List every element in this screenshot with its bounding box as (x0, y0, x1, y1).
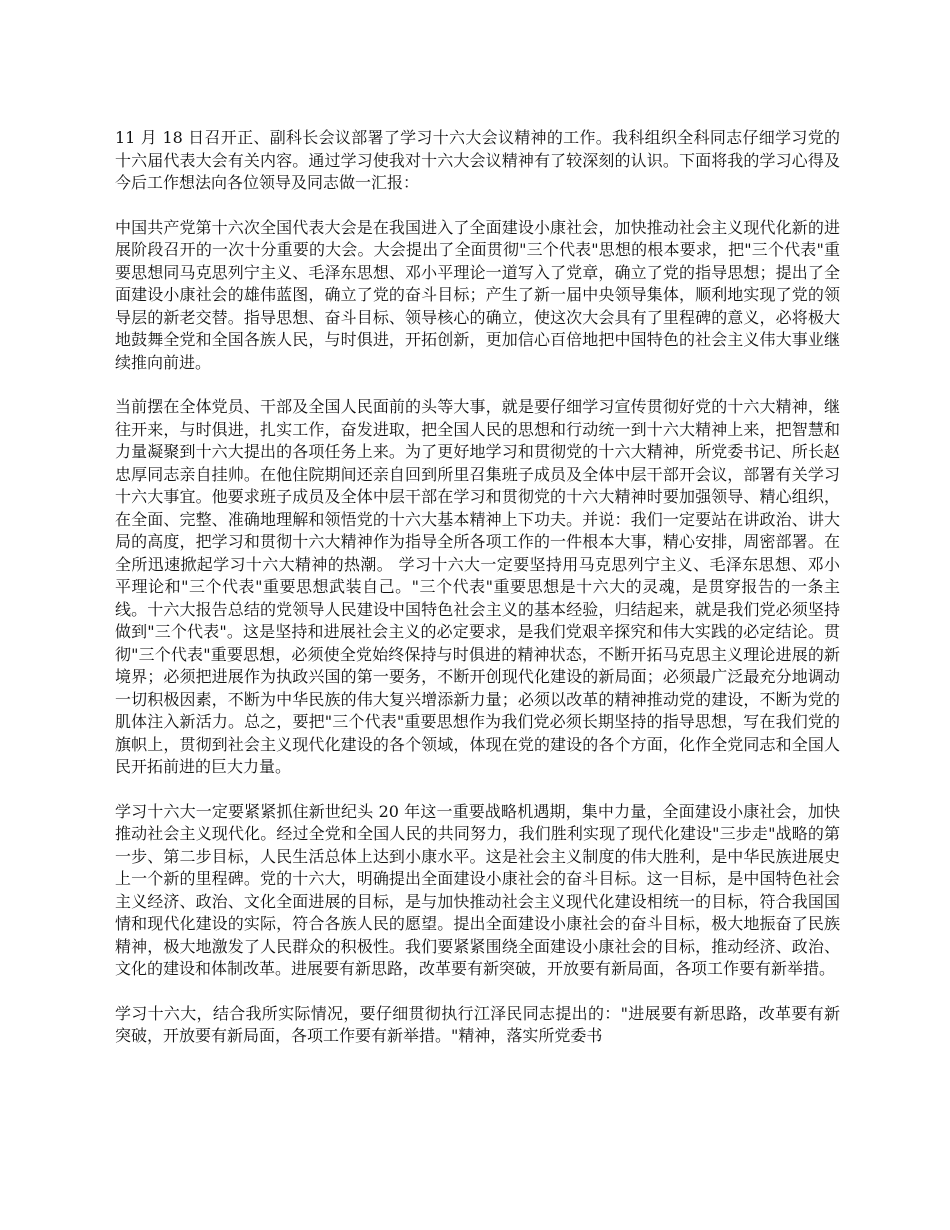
paragraph-congress-overview: 中国共产党第十六次全国代表大会是在我国进入了全面建设小康社会，加快推动社会主义现代化新的进展阶段召开的一次十分重要的大会。大会提出了全面贯彻"三个代表"思想的根本要求，把"三个代表"重要思想同马克思列宁主义、毛泽东思想、邓小平理论一道写入了党章，确立了党的指导思想；提出了全面建设小康社会的雄伟蓝图，确立了党的奋斗目标；产生了新一届中央领导集体，顺利地实现了党的领导层的新老交替。指导思想、奋斗目标、领导核心的确立，使这次大会具有了里程碑的意义，必将极大地鼓舞全党和全国各族人民，与时俱进，开拓创新，更加信心百倍地把中国特色的社会主义伟大事业继续推向前进。 (115, 217, 840, 372)
paragraph-study-three-represents: 当前摆在全体党员、干部及全国人民面前的头等大事，就是要仔细学习宣传贯彻好党的十六大精神，继往开来，与时俱进，扎实工作，奋发进取，把全国人民的思想和行动统一到十六大精神上来，把智慧和力量凝聚到十六大提出的各项任务上来。为了更好地学习和贯彻党的十六大精神，所党委书记、所长赵忠厚同志亲自挂帅。在他住院期间还亲自回到所里召集班子成员及全体中层干部开会议，部署有关学习十六大事宜。他要求班子成员及全体中层干部在学习和贯彻党的十六大精神时要加强领导、精心组织，在全面、完整、准确地理解和领悟党的十六大基本精神上下功夫。并说：我们一定要站在讲政治、讲大局的高度，把学习和贯彻十六大精神作为指导全所各项工作的一件根本大事，精心安排，周密部署。在全所迅速掀起学习十六大精神的热潮。 学习十六大一定要坚持用马克思列宁主义、毛泽东思想、邓小平理论和"三个代表"重要思想武装自己。"三个代表"重要思想是十六大的灵魂，是贯穿报告的一条主线。十六大报告总结的党领导人民建设中国特色社会主义的基本经验，归结起来，就是我们党必须坚持做到"三个代表"。这是坚持和进展社会主义的必定要求，是我们党艰辛探究和伟大实践的必定结论。贯彻"三个代表"重要思想，必须使全党始终保持与时俱进的精神状态，不断开拓马克思主义理论进展的新境界；必须把进展作为执政兴国的第一要务，不断开创现代化建设的新局面；必须最广泛最充分地调动一切积极因素，不断为中华民族的伟大复兴增添新力量；必须以改革的精神推动党的建设，不断为党的肌体注入新活力。总之，要把"三个代表"重要思想作为我们党必须长期坚持的指导思想，写在我们党的旗帜上，贯彻到社会主义现代化建设的各个领域，体现在党的建设的各个方面，化作全党同志和全国人民开拓前进的巨大力量。 (115, 397, 840, 776)
document-body (115, 127, 840, 1048)
paragraph-xiaokang-goal: 学习十六大一定要紧紧抓住新世纪头 20 年这一重要战略机遇期，集中力量，全面建设小康社会，加快推动社会主义现代化。经过全党和全国人民的共同努力，我们胜利实现了现代化建设"三步走"战略的第一步、第二步目标，人民生活总体上达到小康水平。这是社会主义制度的伟大胜利，是中华民族进展史上一个新的里程碑。党的十六大，明确提出全面建设小康社会的奋斗目标。这一目标，是中国特色社会主义经济、政治、文化全面进展的目标，是与加快推动社会主义现代化建设相统一的目标，符合我国国情和现代化建设的实际，符合各族人民的愿望。提出全面建设小康社会的奋斗目标，极大地振奋了民族精神，极大地激发了人民群众的积极性。我们要紧紧围绕全面建设小康社会的目标，推动经济、政治、文化的建设和体制改革。进展要有新思路，改革要有新突破，开放要有新局面，各项工作要有新举措。 (115, 801, 840, 978)
paragraph-implementation: 学习十六大，结合我所实际情况，要仔细贯彻执行江泽民同志提出的："进展要有新思路，改革要有新突破，开放要有新局面，各项工作要有新举措。"精神，落实所党委书 (115, 1003, 840, 1045)
paragraph-intro: 11 月 18 日召开正、副科长会议部署了学习十六大会议精神的工作。我科组织全科同志仔细学习党的十六届代表大会有关内容。通过学习使我对十六大会议精神有了较深刻的认识。下面将我的学习心得及今后工作想法向各位领导及同志做一汇报： (115, 128, 840, 192)
